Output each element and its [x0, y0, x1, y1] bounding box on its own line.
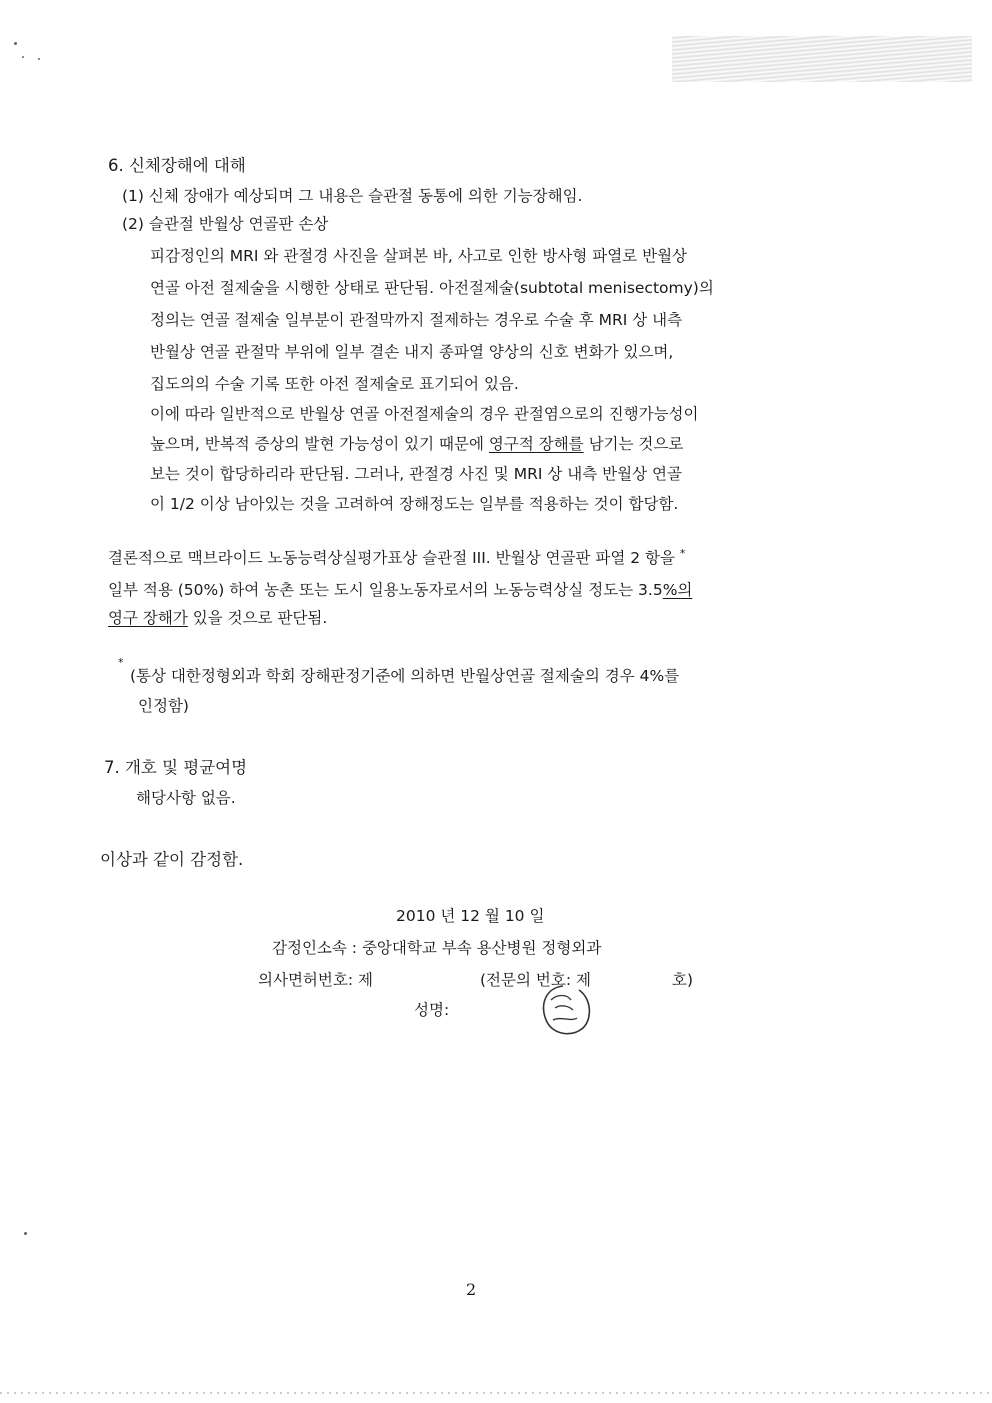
section-7-body: 해당사항 없음. — [136, 789, 236, 807]
conclusion-line-2 — [108, 578, 692, 600]
document-date: 2010 년 12 월 10 일 — [396, 907, 545, 925]
paragraph-line: 이 1/2 이상 남아있는 것을 고려하여 장해정도는 일부를 적용하는 것이 합당함. — [150, 495, 679, 513]
name-label: 성명: — [414, 1001, 450, 1019]
section-6-item-2: (2) 슬관절 반월상 연골판 손상 — [122, 215, 329, 233]
text-run: 남기는 것으로 — [583, 435, 684, 453]
text-run: 일부 적용 (50%) 하여 농촌 또는 도시 일용노동자로서의 노동능력상실 정도는 3.5 — [108, 581, 663, 599]
text-run: 높으며, 반복적 증상의 발현 가능성이 있기 때문에 — [150, 435, 489, 453]
underlined-text: %의 — [662, 581, 693, 599]
paragraph-line: 집도의의 수술 기록 또한 아전 절제술로 표기되어 있음. — [150, 375, 519, 393]
text-run: 결론적으로 맥브라이드 노동능력상실평가표상 슬관절 III. 반월상 연골판 파열 2 항을 — [108, 549, 675, 567]
scan-artifact — [672, 36, 972, 82]
scan-speck — [14, 42, 17, 45]
paragraph-line: 피감정인의 MRI 와 관절경 사진을 살펴본 바, 사고로 인한 방사형 파열로 반월상 — [150, 247, 688, 265]
underlined-text: 영구 장해가 — [108, 609, 188, 627]
section-6-heading: 6. 신체장해에 대해 — [108, 156, 246, 175]
scan-speck — [24, 1232, 27, 1235]
appraiser-affiliation: 감정인소속 : 중앙대학교 부속 용산병원 정형외과 — [272, 939, 602, 957]
conclusion-line-1 — [108, 546, 685, 568]
paragraph-line: 정의는 연골 절제술 일부분이 관절막까지 절제하는 경우로 수술 후 MRI 상 내측 — [150, 311, 683, 329]
footnote-line-1: (통상 대한정형외과 학회 장해판정기준에 의하면 반월상연골 절제술의 경우 4%를 — [130, 667, 680, 685]
underlined-text: 영구적 장해를 — [488, 435, 584, 453]
paragraph-line: 연골 아전 절제술을 시행한 상태로 판단됨. 아전절제술(subtotal menisectomy)의 — [150, 279, 714, 297]
scan-speck — [22, 56, 24, 58]
paragraph-line: 이에 따라 일반적으로 반월상 연골 아전절제술의 경우 관절염으로의 진행가능성이 — [150, 405, 699, 423]
footnote-line-2: 인정함) — [138, 697, 189, 715]
conclusion-line-3 — [108, 606, 327, 628]
closing-statement: 이상과 같이 감정함. — [100, 850, 244, 869]
scan-speck — [38, 58, 40, 60]
license-number-label: 의사면허번호: 제 — [258, 971, 373, 989]
specialist-number-label: (전문의 번호: 제 — [480, 971, 591, 989]
text-run: 있을 것으로 판단됨. — [187, 609, 328, 627]
specialist-number-suffix: 호) — [672, 971, 694, 989]
paragraph-line: 반월상 연골 관절막 부위에 일부 결손 내지 종파열 양상의 신호 변화가 있으며, — [150, 343, 674, 361]
footnote-marker: * — [118, 656, 124, 669]
section-6-item-1: (1) 신체 장애가 예상되며 그 내용은 슬관절 동통에 의한 기능장해임. — [122, 187, 583, 205]
section-7-heading: 7. 개호 및 평균여명 — [104, 758, 248, 777]
paragraph-line — [150, 432, 683, 454]
scan-artifact — [0, 1392, 992, 1394]
page-number: 2 — [466, 1280, 477, 1299]
handwritten-signature — [533, 980, 595, 1042]
footnote-marker: * — [679, 546, 686, 560]
paragraph-line: 보는 것이 합당하리라 판단됨. 그러나, 관절경 사진 및 MRI 상 내측 반월상 연골 — [150, 465, 682, 483]
